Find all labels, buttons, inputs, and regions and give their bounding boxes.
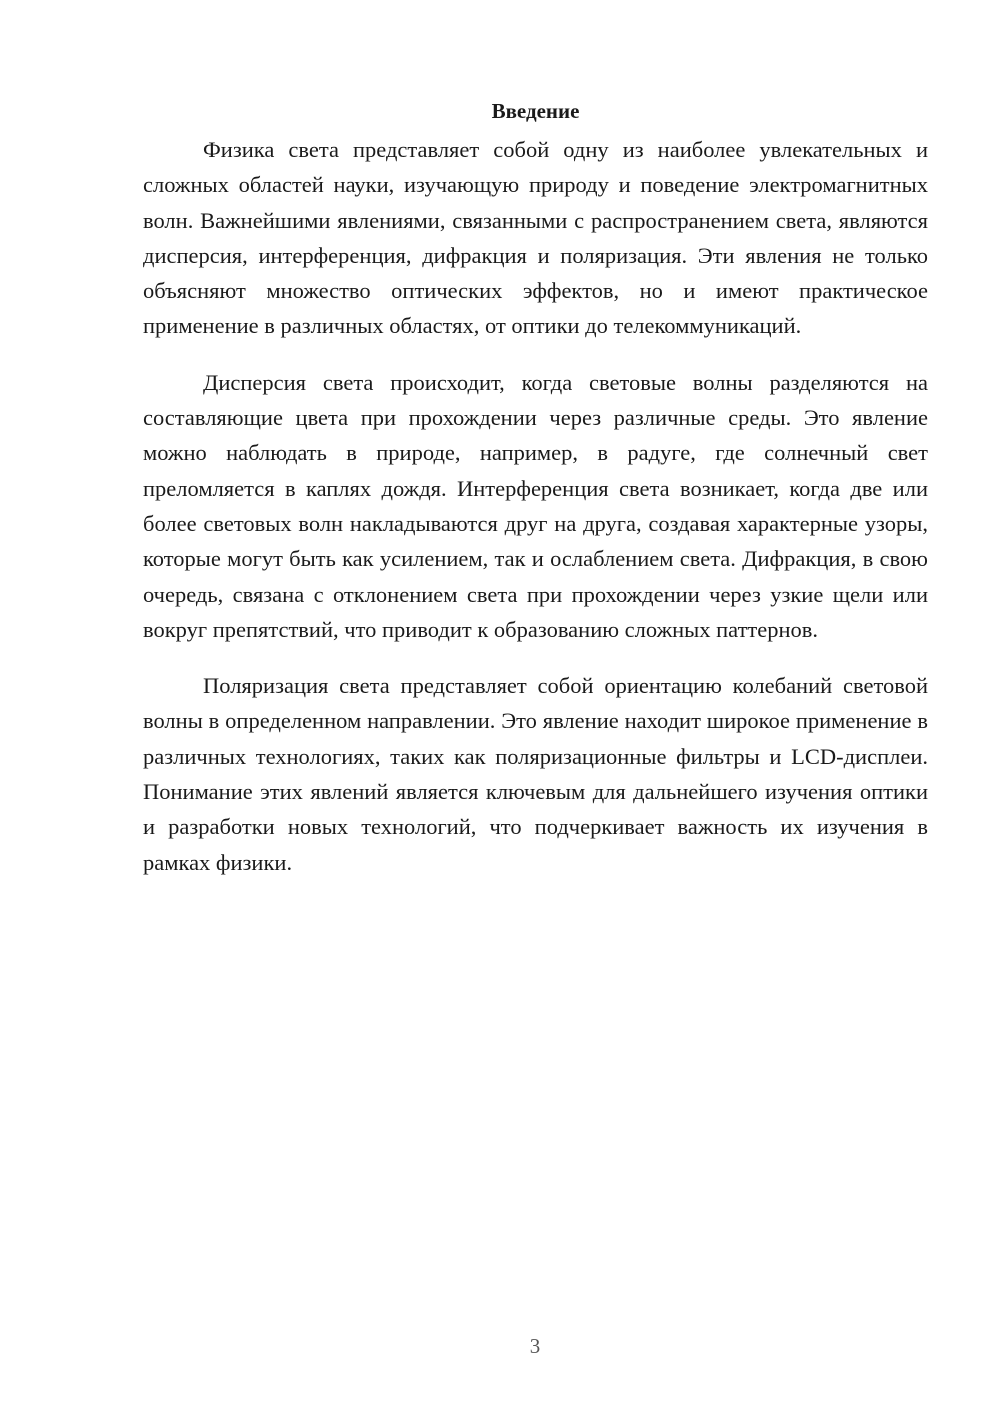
paragraph-1: Физика света представляет собой одну из наиболее увлекательных и сложных областей науки, изучающую природу и поведение электромагнитных волн. Важнейшими явлениями, связанными с распространением света, являются дисперсия, интерференция, дифракция и поляризация. Эти явления не только объясняют множество оптических эффектов, но и имеют практическое применение в различных областях, от оптики до телекоммуникаций. — [143, 137, 928, 339]
page-content — [143, 96, 928, 880]
paragraph-3: Поляризация света представляет собой ориентацию колебаний световой волны в определенном направлении. Это явление находит широкое применение в различных технологиях, таких как поляризационные фильтры и LCD-дисплеи. Понимание этих явлений является ключевым для дальнейшего изучения оптики и разработки новых технологий, что подчеркивает важность их изучения в рамках физики. — [143, 673, 928, 875]
paragraph-2: Дисперсия света происходит, когда световые волны разделяются на составляющие цвета при прохождении через различные среды. Это явление можно наблюдать в природе, например, в радуге, где солнечный свет преломляется в каплях дождя. Интерференция света возникает, когда две или более световых волн накладываются друг на друга, создавая характерные узоры, которые могут быть как усилением, так и ослаблением света. Дифракция, в свою очередь, связана с отклонением света при прохождении через узкие щели или вокруг препятствий, что приводит к образованию сложных паттернов. — [143, 369, 928, 642]
section-heading: Введение — [491, 99, 580, 123]
page-number: 3 — [529, 1334, 541, 1358]
